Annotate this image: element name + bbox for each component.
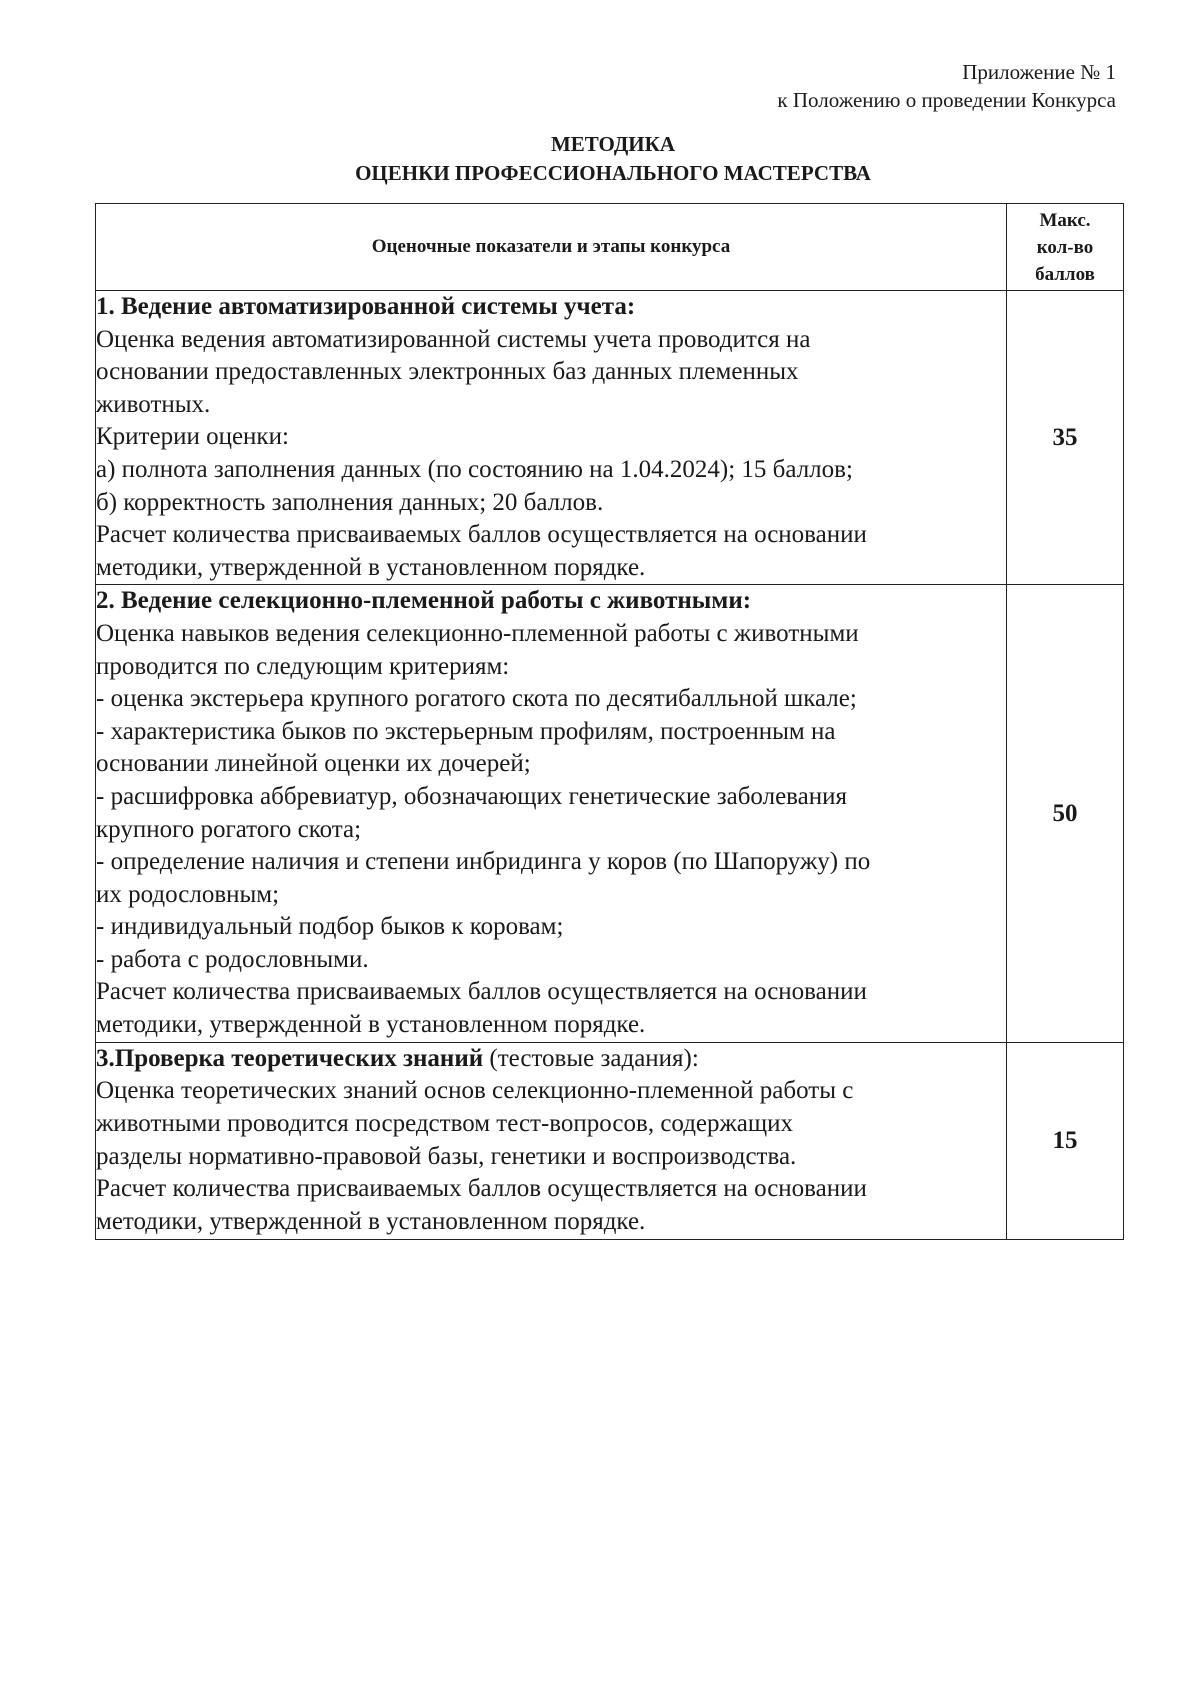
criterion-line: проводится по следующим критериям: — [96, 652, 510, 680]
criterion-description — [96, 585, 1007, 1042]
column-header-max-score-line3: баллов — [1035, 263, 1095, 285]
appendix-number: Приложение № 1 — [962, 60, 1116, 84]
document-title-line1: МЕТОДИКА — [550, 132, 676, 156]
criterion-heading-suffix: (тестовые задания): — [483, 1044, 699, 1072]
appendix-note — [777, 58, 1116, 114]
criterion-line: а) полнота заполнения данных (по состоянию на 1.04.2024); 15 баллов; — [96, 455, 853, 483]
criterion-line: Оценка ведения автоматизированной системы учета проводится на — [96, 325, 811, 353]
table-header-row — [96, 204, 1124, 291]
document-title-line2: ОЦЕНКИ ПРОФЕССИОНАЛЬНОГО МАСТЕРСТВА — [355, 161, 871, 185]
criterion-line: - определение наличия и степени инбридинга у коров (по Шапоружу) по — [96, 848, 871, 876]
column-header-max-score-line2: кол-во — [1036, 236, 1094, 258]
criterion-line: Оценка навыков ведения селекционно-племенной работы с животными — [96, 619, 859, 647]
criterion-line: б) корректность заполнения данных; 20 баллов. — [96, 488, 604, 516]
document-title — [0, 130, 1200, 188]
criterion-line: основании предоставленных электронных баз данных племенных — [96, 358, 799, 386]
criterion-line: Расчет количества присваиваемых баллов осуществляется на основании — [96, 1175, 867, 1203]
criterion-line: - оценка экстерьера крупного рогатого скота по десятибалльной шкале; — [96, 685, 857, 713]
table-row — [96, 1042, 1124, 1239]
criterion-heading: 1. Ведение автоматизированной системы учета: — [96, 293, 636, 320]
criterion-line: методики, утвержденной в установленном порядке. — [96, 1011, 646, 1039]
criterion-line: Расчет количества присваиваемых баллов осуществляется на основании — [96, 978, 867, 1006]
criterion-line: крупного рогатого скота; — [96, 815, 362, 843]
criterion-line: - работа с родословными. — [96, 945, 369, 973]
appendix-reference: к Положению о проведении Конкурса — [777, 88, 1116, 112]
criterion-line: животных. — [96, 390, 211, 418]
criterion-line: Критерии оценки: — [96, 423, 289, 451]
criterion-line: - расшифровка аббревиатур, обозначающих генетические заболевания — [96, 782, 847, 810]
criterion-line: - индивидуальный подбор быков к коровам; — [96, 913, 564, 941]
table-row — [96, 291, 1124, 585]
criterion-heading: 3.Проверка теоретических знаний — [96, 1044, 484, 1072]
criterion-max-score: 50 — [1007, 585, 1124, 1042]
criterion-line: животными проводится посредством тест-вопросов, содержащих — [96, 1110, 794, 1138]
column-header-indicators: Оценочные показатели и этапы конкурса — [96, 204, 1007, 291]
criterion-max-score: 35 — [1007, 291, 1124, 585]
criterion-line: - характеристика быков по экстерьерным профилям, построенным на — [96, 717, 836, 745]
criteria-table — [95, 203, 1124, 1240]
criterion-heading-line — [96, 1043, 1006, 1076]
criterion-heading: 2. Ведение селекционно-племенной работы с животными: — [96, 587, 752, 615]
criterion-max-score: 15 — [1007, 1042, 1124, 1239]
criterion-line: разделы нормативно-правовой базы, генетики и воспроизводства. — [96, 1142, 797, 1170]
criterion-line: Расчет количества присваиваемых баллов осуществляется на основании — [96, 521, 867, 549]
criterion-line: методики, утвержденной в установленном порядке. — [96, 1207, 646, 1235]
criterion-line: методики, утвержденной в установленном порядке. — [96, 553, 646, 581]
criterion-description — [96, 1042, 1007, 1239]
criterion-description — [96, 291, 1007, 585]
table-row — [96, 585, 1124, 1042]
column-header-max-score-line1: Макс. — [1039, 209, 1091, 231]
criterion-line: Оценка теоретических знаний основ селекционно-племенной работы с — [96, 1077, 854, 1105]
criterion-line: основании линейной оценки их дочерей; — [96, 750, 531, 778]
column-header-max-score — [1007, 204, 1124, 291]
criterion-line: их родословным; — [96, 880, 280, 908]
